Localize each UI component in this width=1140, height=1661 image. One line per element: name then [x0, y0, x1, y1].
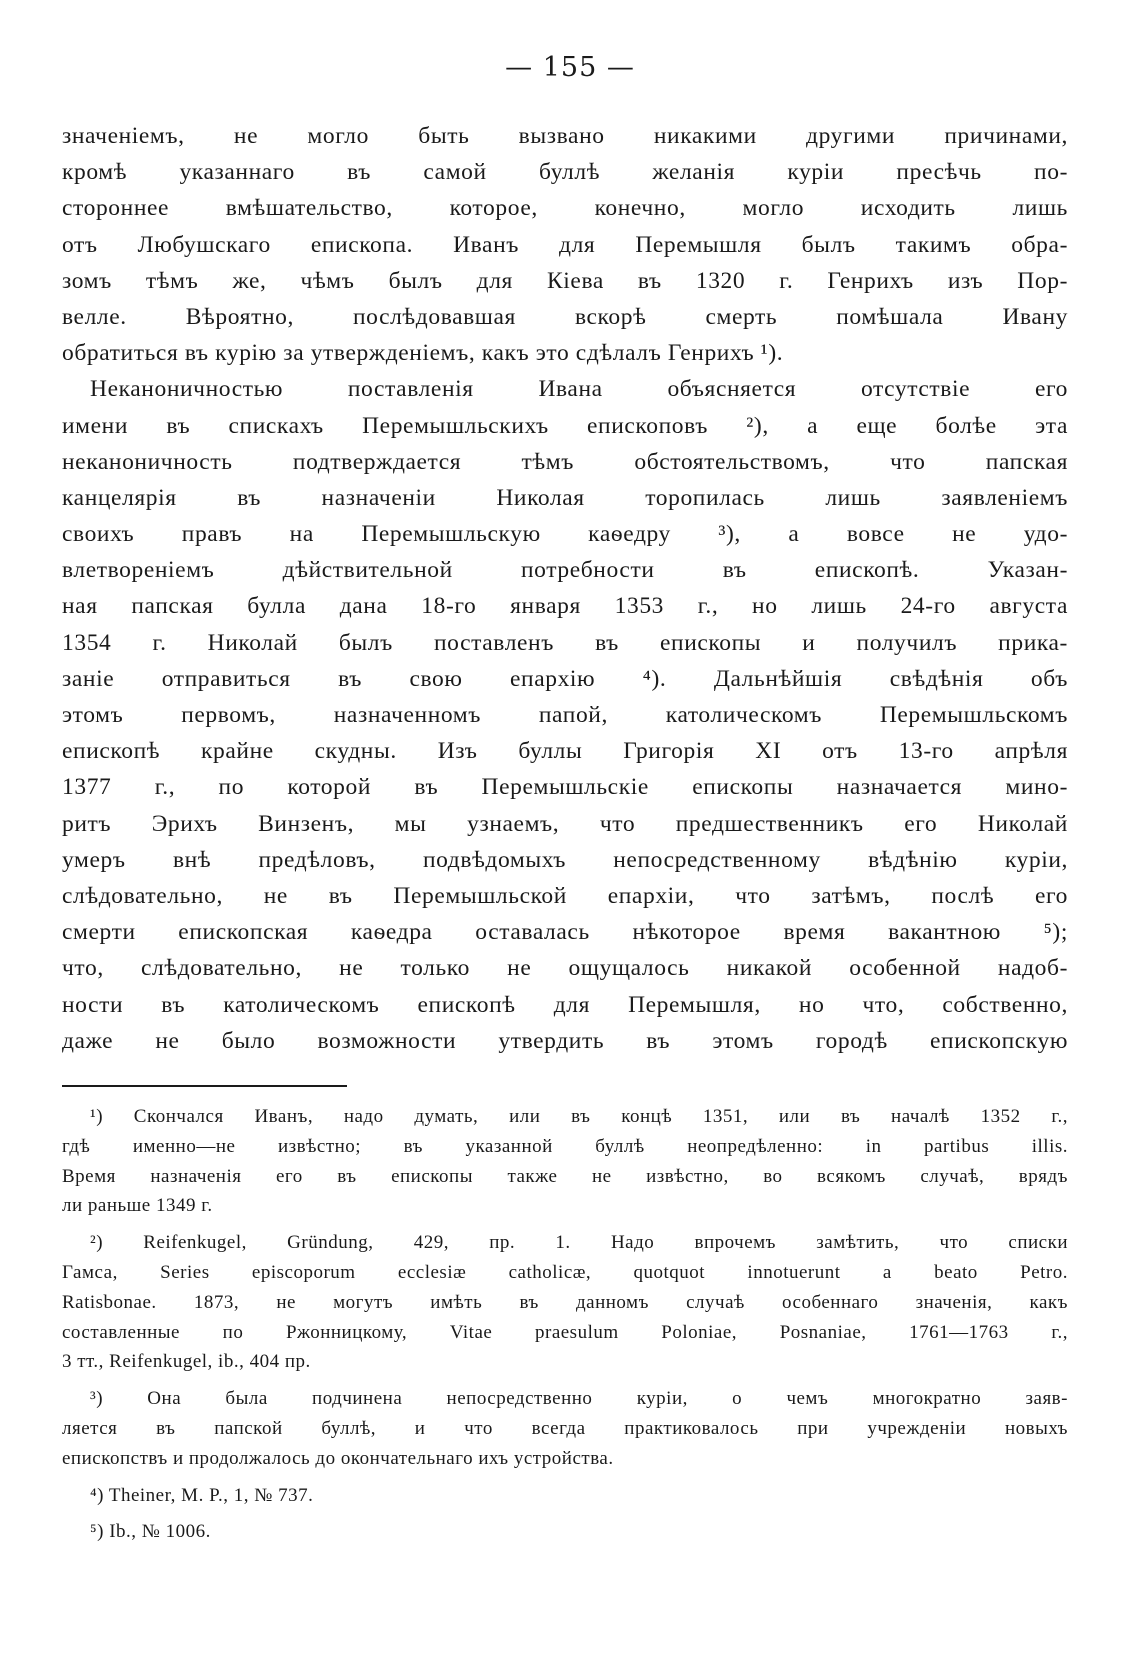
- footnote-line: составленные по Ржонницкому, Vitae praesulum Poloniae, Posnaniae, 1761—1763 г.,: [62, 1321, 1068, 1343]
- text-line: ности въ католическомъ епископѣ для Перемышля, но что, собственно,: [62, 991, 1068, 1018]
- text-line: даже не было возможности утвердить въ этомъ городѣ епископскую: [62, 1027, 1068, 1054]
- footnote-line: ⁴) Theiner, M. P., 1, № 737.: [90, 1484, 314, 1506]
- footnote-line: Время назначенія его въ епископы также не извѣстно, во всякомъ случаѣ, врядъ: [62, 1165, 1068, 1187]
- footnote-1: [62, 1102, 1068, 1221]
- text-line: отъ Любушскаго епископа. Иванъ для Перемышля былъ такимъ обра-: [62, 231, 1068, 258]
- footnote-line: ⁵) Ib., № 1006.: [90, 1521, 211, 1543]
- text-line: канцелярія въ назначеніи Николая торопилась лишь заявленіемъ: [62, 484, 1068, 511]
- footnote-line: 3 тт., Reifenkugel, ib., 404 пр.: [62, 1351, 311, 1373]
- footnote-2: [62, 1228, 1068, 1377]
- text-line: кромѣ указаннаго въ самой буллѣ желанія куріи пресѣчь по-: [62, 159, 1068, 186]
- text-line: что, слѣдовательно, не только не ощущалось никакой особенной надоб-: [62, 955, 1068, 982]
- text-line: ная папская булла дана 18-го января 1353 г., но лишь 24-го августа: [62, 593, 1068, 620]
- footnote-4: [62, 1481, 1068, 1511]
- footnotes: [62, 1102, 1068, 1547]
- body-text: [62, 118, 1068, 1059]
- text-line: епископѣ крайне скудны. Изъ буллы Григорія XI отъ 13-го апрѣля: [62, 738, 1068, 765]
- footnote-divider: [62, 1085, 347, 1087]
- text-line: 1377 г., по которой въ Перемышльскіе епископы назначается мино-: [62, 774, 1068, 801]
- footnote-line: ляется въ папской буллѣ, и что всегда практиковалось при учрежденіи новыхъ: [62, 1417, 1068, 1439]
- footnote-line: Гамса, Series episcoporum ecclesiæ catholicæ, quotquot innotuerunt a beato Petro.: [62, 1261, 1068, 1283]
- footnote-5: [62, 1517, 1068, 1547]
- text-line: этомъ первомъ, назначенномъ папой, католическомъ Перемышльскомъ: [62, 702, 1068, 728]
- footnote-line: ¹) Скончался Иванъ, надо думать, или въ концѣ 1351, или въ началѣ 1352 г.,: [90, 1106, 1068, 1127]
- text-line: обратиться въ курію за утвержденіемъ, какъ это сдѣлалъ Генрихъ ¹).: [62, 340, 784, 367]
- footnote-3: [62, 1384, 1068, 1473]
- text-line: значеніемъ, не могло быть вызвано никакими другими причинами,: [62, 123, 1068, 149]
- text-line: неканоничность подтверждается тѣмъ обстоятельствомъ, что папская: [62, 448, 1068, 475]
- footnote-line: гдѣ именно—не извѣстно; въ указанной буллѣ неопредѣленно: in partibus illis.: [62, 1135, 1068, 1157]
- text-line: ритъ Эрихъ Винзенъ, мы узнаемъ, что предшественникъ его Николай: [62, 810, 1068, 837]
- footnote-line: епископствъ и продолжалось до окончательнаго ихъ устройства.: [62, 1447, 614, 1469]
- text-line: Неканоничностью поставленія Ивана объясняется отсутствіе его: [90, 376, 1068, 403]
- page-number: — 155 —: [505, 52, 635, 83]
- footnote-line: Ratisbonae. 1873, не могутъ имѣть въ данномъ случаѣ особеннаго значенія, какъ: [62, 1291, 1068, 1313]
- text-line: умеръ внѣ предѣловъ, подвѣдомыхъ непосредственному вѣдѣнію куріи,: [62, 846, 1068, 873]
- footnote-line: ³) Она была подчинена непосредственно куріи, о чемъ многократно заяв-: [90, 1388, 1068, 1410]
- text-line: имени въ спискахъ Перемышльскихъ епископовъ ²), а еще болѣе эта: [62, 412, 1068, 439]
- text-line: стороннее вмѣшательство, которое, конечно, могло исходить лишь: [62, 195, 1068, 222]
- text-line: заніе отправиться въ свою епархію ⁴). Дальнѣйшія свѣдѣнія объ: [62, 665, 1068, 692]
- text-line: влетвореніемъ дѣйствительной потребности въ епископѣ. Указан-: [62, 557, 1068, 584]
- text-line: зомъ тѣмъ же, чѣмъ былъ для Кіева въ 1320 г. Генрихъ изъ Пор-: [62, 267, 1068, 294]
- text-line: велле. Вѣроятно, послѣдовавшая вскорѣ смерть помѣшала Ивану: [62, 303, 1068, 330]
- footnote-line: ли раньше 1349 г.: [62, 1195, 213, 1217]
- text-line: 1354 г. Николай былъ поставленъ въ епископы и получилъ прика-: [62, 629, 1068, 656]
- text-line: своихъ правъ на Перемышльскую каѳедру ³), а вовсе не удо-: [62, 521, 1068, 548]
- footnote-line: ²) Reifenkugel, Gründung, 429, пр. 1. Надо впрочемъ замѣтить, что списки: [90, 1232, 1068, 1254]
- text-line: смерти епископская каѳедра оставалась нѣкоторое время вакантною ⁵);: [62, 919, 1068, 946]
- text-line: слѣдовательно, не въ Перемышльской епархіи, что затѣмъ, послѣ его: [62, 882, 1068, 909]
